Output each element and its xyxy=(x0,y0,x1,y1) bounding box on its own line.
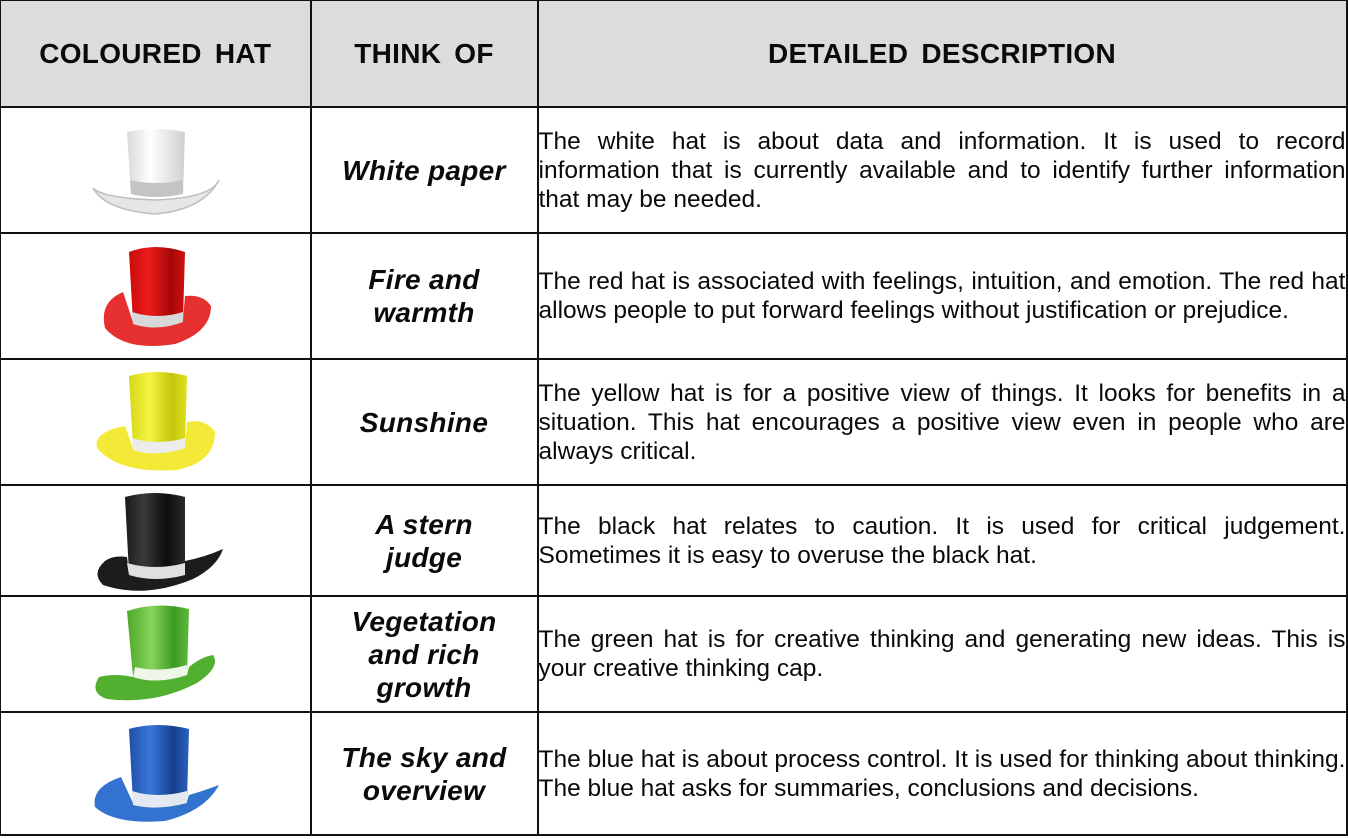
hat-cell xyxy=(1,712,311,835)
red-hat-icon xyxy=(85,240,225,352)
table-row-yellow-hat xyxy=(1,359,1347,485)
think-of-cell: Vegetation and rich growth xyxy=(311,596,538,712)
green-hat-icon xyxy=(85,601,225,707)
think-of-cell: Sunshine xyxy=(311,359,538,485)
header-coloured-hat: COLOURED HAT xyxy=(1,1,311,108)
think-of-cell: Fire and warmth xyxy=(311,233,538,359)
table-row-red-hat xyxy=(1,233,1347,359)
black-hat-icon xyxy=(85,489,225,593)
description-cell: The black hat relates to caution. It is used for critical judgement. Sometimes it is easy to overuse the black hat. xyxy=(538,485,1347,596)
yellow-hat-icon xyxy=(85,366,225,478)
header-detailed-description: DETAILED DESCRIPTION xyxy=(538,1,1347,108)
description-cell: The white hat is about data and information. It is used to record information that is currently available and to identify further information that may be needed. xyxy=(538,107,1347,233)
hat-cell xyxy=(1,107,311,233)
hat-cell xyxy=(1,359,311,485)
hat-cell xyxy=(1,596,311,712)
hat-cell xyxy=(1,233,311,359)
description-cell: The yellow hat is for a positive view of things. It looks for benefits in a situation. This hat encourages a positive view even in people who are always critical. xyxy=(538,359,1347,485)
think-of-cell: A stern judge xyxy=(311,485,538,596)
think-of-cell: White paper xyxy=(311,107,538,233)
think-of-cell: The sky and overview xyxy=(311,712,538,835)
blue-hat-icon xyxy=(85,721,225,827)
header-think-of: THINK OF xyxy=(311,1,538,108)
table-row-green-hat xyxy=(1,596,1347,712)
description-cell: The red hat is associated with feelings, intuition, and emotion. The red hat allows people to put forward feelings without justification or prejudice. xyxy=(538,233,1347,359)
description-cell: The blue hat is about process control. It is used for thinking about thinking. The blue hat asks for summaries, conclusions and decisions. xyxy=(538,712,1347,835)
hat-cell xyxy=(1,485,311,596)
table-row-white-hat xyxy=(1,107,1347,233)
table-row-blue-hat xyxy=(1,712,1347,835)
white-hat-icon xyxy=(85,118,225,222)
description-cell: The green hat is for creative thinking and generating new ideas. This is your creative thinking cap. xyxy=(538,596,1347,712)
table-row-black-hat xyxy=(1,485,1347,596)
header-row xyxy=(1,1,1347,108)
